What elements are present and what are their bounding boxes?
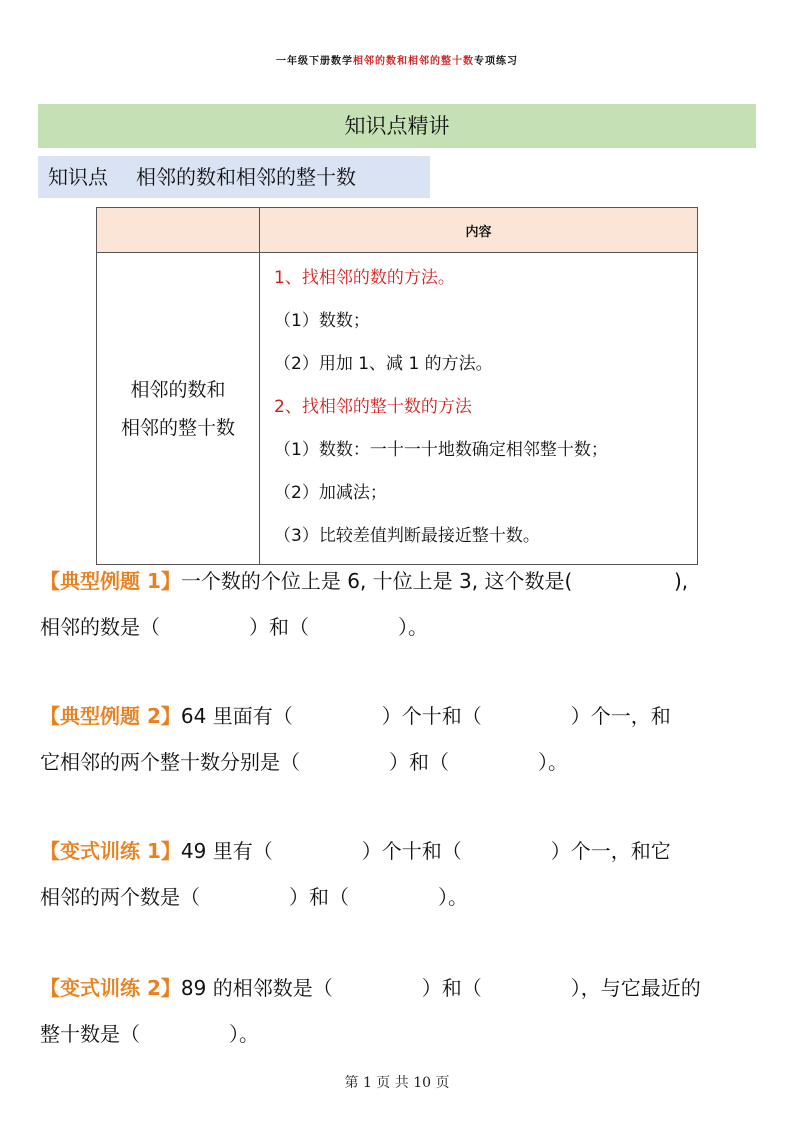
title-part3: 专项练习 — [474, 56, 518, 67]
table-topic-cell — [97, 253, 260, 565]
table-content-cell — [260, 253, 698, 565]
method-heading-2: 2、找相邻的整十数的方法 — [274, 397, 472, 417]
question-3-tag: 【变式训练 1】 — [40, 839, 181, 863]
question-4-line1 — [40, 965, 701, 1011]
title-part1: 一年级下册数学 — [276, 56, 353, 67]
table-topic-line1: 相邻的数和 — [130, 378, 226, 401]
page-title — [0, 52, 794, 67]
question-4-line2: 整十数是（ ）。 — [40, 1022, 260, 1046]
method-item: （1）数数； — [274, 311, 370, 331]
title-highlight: 相邻的数和相邻的整十数 — [353, 56, 474, 67]
table-header-content: 内容 — [260, 208, 698, 253]
question-3 — [40, 828, 671, 920]
table-header-empty — [97, 208, 260, 253]
question-3-line1 — [40, 828, 671, 874]
method-item: （1）数数：一十一十地数确定相邻整十数； — [274, 440, 608, 460]
method-item: （3）比较差值判断最接近整十数。 — [274, 526, 540, 546]
knowledge-point-topic: 相邻的数和相邻的整十数 — [136, 165, 356, 189]
knowledge-point-heading — [38, 156, 430, 198]
method-heading-1: 1、找相邻的数的方法。 — [274, 268, 455, 288]
method-item: （2）用加 1、减 1 的方法。 — [274, 354, 493, 374]
question-2-tag: 【典型例题 2】 — [40, 704, 181, 728]
table-topic-line2: 相邻的整十数 — [120, 416, 235, 439]
question-3-line2: 相邻的两个数是（ ）和（ ）。 — [40, 885, 469, 909]
question-3-text1: 49 里有（ ）个十和（ ）个一，和它 — [180, 839, 671, 863]
question-1-text1: 一个数的个位上是 6, 十位上是 3, 这个数是( ), — [180, 569, 689, 593]
question-2 — [40, 693, 671, 785]
question-2-line1 — [40, 693, 671, 739]
question-2-line2: 它相邻的两个整十数分别是（ ）和（ ）。 — [40, 750, 569, 774]
question-1-line2: 相邻的数是（ ）和（ ）。 — [40, 615, 429, 639]
question-4-text1: 89 的相邻数是（ ）和（ ），与它最近的 — [180, 976, 701, 1000]
question-4 — [40, 965, 701, 1057]
page-footer: 第 1 页 共 10 页 — [344, 1075, 450, 1091]
question-1-tag: 【典型例题 1】 — [40, 569, 181, 593]
question-1-line1 — [40, 558, 688, 604]
question-4-tag: 【变式训练 2】 — [40, 976, 181, 1000]
knowledge-table — [96, 207, 698, 565]
question-2-text1: 64 里面有（ ）个十和（ ）个一，和 — [180, 704, 671, 728]
knowledge-point-label: 知识点 — [48, 165, 108, 189]
section-banner: 知识点精讲 — [38, 104, 756, 148]
question-1 — [40, 558, 688, 650]
method-item: （2）加减法； — [274, 483, 387, 503]
